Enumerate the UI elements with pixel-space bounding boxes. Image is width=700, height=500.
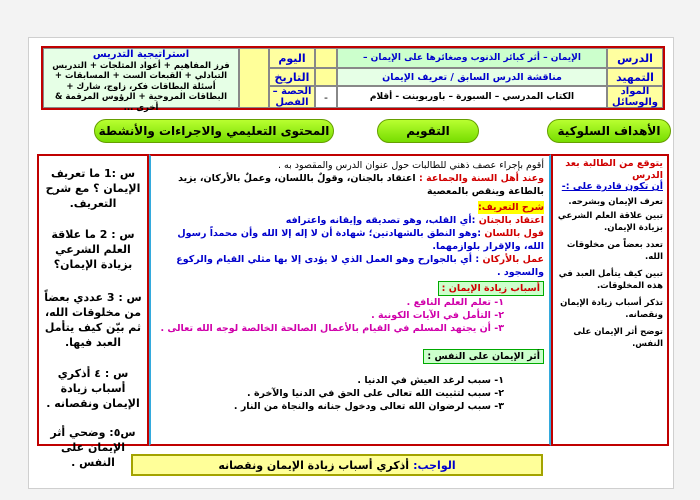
homework-label: الواجب: [413,458,456,472]
evaluation-title: التقويم [377,119,479,143]
objective-item: توضح أثر الإيمان على النفس. [573,327,663,349]
strategy-text: فرز المفاهيم + أعواد المثلجات + التدريس التبادلي + القبعات الست + المسابقات + أسئلة البطاقات فكر، زاوج، شارك + البطاقات المروحية + الرؤوس المرقمة & أخرى ... [52,60,230,113]
effect-item: ١- سبب لرغد العيش في الدنيا . [357,375,504,386]
effect-title: أثر الإيمان على النفس : [423,349,544,364]
day-value [315,48,337,68]
period-value: - [315,86,337,108]
increase-item: ٣- أن يجتهد المسلم في القيام بالأعمال الصالحة الخالصة لوجه الله تعالى . [160,323,504,334]
evaluation-question: س :1 ما تعريف الإيمان ؟ مع شرح التعريف. [45,167,141,210]
lesson-header-table [41,46,665,113]
homework-box [131,454,543,476]
def-l3-text: : أي بالجوارح وهو العمل الذي لا يؤدى إلا بها مثلي القيام والركوع والسجود . [176,254,544,278]
date-value [315,68,337,86]
strategy-box [43,48,239,113]
objective-item: تبين علاقة العلم الشرعي بزيادة الإيمان. [557,211,663,233]
lesson-label: الدرس [607,48,663,68]
objectives-panel [551,154,669,446]
increase-item: ٢- التأمل في الآيات الكونية . [371,310,504,321]
lesson-plan-page [28,37,674,489]
evaluation-question: س : 3 عددي بعضاً من مخلوقات الله، ثم بيّن كيف يتأمل العبد فيها. [44,291,142,349]
effect-item: ٢- سبب لتثبيت الله تعالى على الحق في الدنيا والآخرة . [247,388,504,399]
materials-text: الكتاب المدرسي – السبورة – باوربوينت - أقلام [337,86,607,108]
intro-label: التمهيد [607,68,663,86]
objectives-intro-1: يتوقع من الطالبة بعد الدرس [565,158,663,181]
lesson-title: الإيمان – أثر كبائر الذنوب وصغائرها على الإيمان – [337,48,607,68]
homework-text: أذكري أسباب زيادة الإيمان ونقصانه [218,458,410,472]
intro-text: مناقشة الدرس السابق / تعريف الإيمان [337,68,607,86]
evaluation-question: س٥: وضحي أثر الإيمان على النفس . [50,426,136,469]
evaluation-question: س : 2 ما علاقة العلم الشرعي بزيادة الإيمان؟ [51,228,135,271]
content-title: المحتوى التعليمي والاجراءات والأنشطة [94,119,334,143]
objective-item: تذكر أسباب زيادة الإيمان ونقصانه. [560,298,663,320]
objectives-intro-2: أن تكون قادرة على :- [561,181,663,192]
objectives-title: الأهداف السلوكية [547,119,671,143]
def-l2-text: :وهو النطق بالشهادتين؛ شهادة أن لا إله إلا الله وأن محمداً رسول الله، والإقرار بلوازمهما. [177,228,544,252]
content-panel [149,154,551,446]
def-l1-label: اعتقاد بالجنان [478,215,544,226]
content-p2-text: اعتقاد بالجنان، وقولٌ باللسان، وعملٌ بالأركان، يزيد بالطاعة وينقص بالمعصية [178,173,544,197]
objective-item: تعرف الإيمان وبشرحه. [568,196,663,207]
objective-item: تعدد بعضاً من مخلوقات الله. [566,240,663,262]
day-label: اليوم [269,48,315,68]
period-label: الحصة – الفصل [269,86,315,108]
objective-item: تبين كيف يتأمل العبد في هذه المخلوقات. [558,269,663,291]
date-label: التاريخ [269,68,315,86]
strategy-title: استراتيجية التدريس [92,49,190,60]
effect-item: ٣- سبب لرضوان الله تعالى ودخول جنانه والنجاة من النار . [233,401,504,412]
increase-item: ١- تعلم العلم النافع . [406,297,504,308]
definition-title: شرح التعريف: [477,202,544,213]
evaluation-panel [37,154,149,469]
blank-cell [239,48,269,108]
def-l2-label: قول باللسان [484,228,544,239]
content-p1: أقوم بإجراء عصف ذهني للطالبات حول عنوان الدرس والمقصود به . [277,160,544,171]
materials-label: المواد والوسائل [607,86,663,108]
def-l1-text: :أي القلب، وهو تصديقه وإيقانه واعترافه [285,215,476,226]
evaluation-question: س : ٤ أذكري أسباب زيادة الإيمان ونقصانه . [46,367,140,410]
content-p2-label: وعند أهل السنة والجماعة : [418,173,544,184]
def-l3-label: عمل بالأركان [482,254,544,265]
increase-title: أسباب زيادة الإيمان : [438,281,544,296]
